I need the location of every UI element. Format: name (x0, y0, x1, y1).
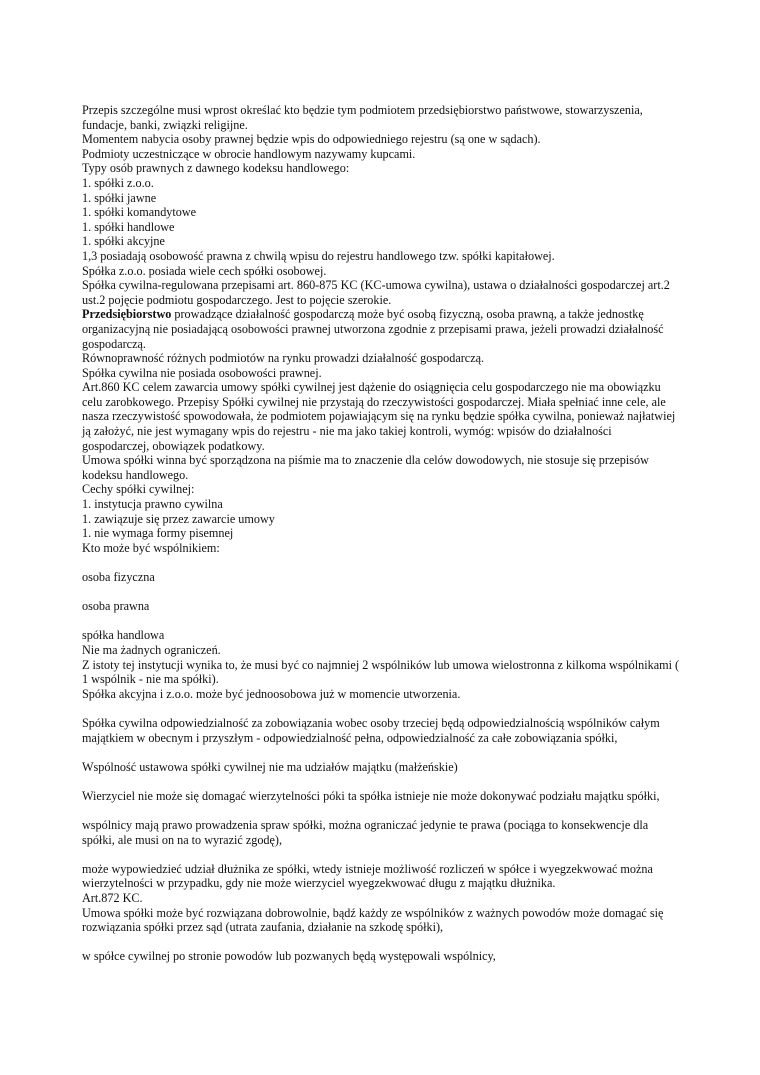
paragraph: Z istoty tej instytucji wynika to, że musi być co najmniej 2 wspólników lub umowa wielostronna z kilkoma wspólnikami ( 1 wspólnik - nie ma spółki). (82, 657, 680, 687)
paragraph: Art.860 KC celem zawarcia umowy spółki cywilnej jest dążenie do osiągnięcia celu gospodarczego nie ma obowiązku celu zarobkowego. Przepisy Spółki cywilnej nie przystają do rzeczywistości gospodarczej. Miała spełniać inne cele, ale nasza rzeczywistość spowodowała, że podmiotem pojawiającym się na rynku będzie spółka cywilna, ponieważ najłatwiej ją założyć, nie jest wymagany wpis do rejestru - nie ma jako takiej kontroli, wymóg: wpisów do działalności gospodarczej, obowiązek podatkowy. (82, 380, 676, 453)
list-item: 1. spółki akcyjne (82, 234, 165, 249)
paragraph-enterprise (82, 307, 682, 351)
paragraph: Spółka akcyjna i z.o.o. może być jednoosobowa już w momencie utworzenia. (82, 686, 461, 701)
paragraph: Umowa spółki winna być sporządzona na piśmie ma to znaczenie dla celów dowodowych, nie stosuje się przepisów kodeksu handlowego. (82, 453, 649, 482)
partner-type: osoba prawna (82, 599, 150, 614)
partner-type: spółka handlowa (82, 628, 165, 643)
list-item: 1. instytucja prawno cywilna (82, 497, 223, 512)
paragraph-text: prowadzące działalność gospodarczą może być osobą fizyczną, osoba prawną, a także jednostkę organizacyjną nie posiadającą osobowości prawnej utworzona zgodnie z przepisami prawa, jeżeli prowadzi działalność gospodarczą. (82, 307, 664, 351)
partner-type: osoba fizyczna (82, 570, 155, 584)
paragraph: Przepis szczególne musi wprost określać kto będzie tym podmiotem przedsiębiorstwo państwowe, stowarzyszenia, fundacje, banki, związki religijne. (82, 103, 643, 132)
bold-term: Przedsiębiorstwo (82, 307, 172, 322)
paragraph: 1,3 posiadają osobowość prawna z chwilą wpisu do rejestru handlowego tzw. spółki kapitałowej. (82, 248, 555, 263)
list-item: 1. spółki jawne (82, 190, 157, 205)
list-item: 1. spółki komandytowe (82, 205, 197, 220)
paragraph: Art.872 KC. (82, 891, 143, 906)
paragraph: Podmioty uczestniczące w obrocie handlowym nazywamy kupcami. (82, 146, 416, 161)
document-body (82, 103, 682, 964)
paragraph: Nie ma żadnych ograniczeń. (82, 642, 221, 657)
paragraph: Spółka cywilna nie posiada osobowości prawnej. (82, 365, 322, 380)
paragraph: może wypowiedzieć udział dłużnika ze spółki, wtedy istnieje możliwość rozliczeń w spółce i wyegzekwować można wierzytelności w przypadku, gdy nie może wierzyciel wyegzekwować długu z majątku dłużnika. (82, 861, 653, 891)
list-item: 1. spółki z.o.o. (82, 175, 154, 190)
paragraph: Spółka z.o.o. posiada wiele cech spółki osobowej. (82, 263, 327, 278)
paragraph-joint-property: Wspólność ustawowa spółki cywilnej nie ma udziałów majątku (małżeńskie) (82, 759, 458, 774)
paragraph: Momentem nabycia osoby prawnej będzie wpis do odpowiedniego rejestru (są one w sądach). (82, 132, 541, 147)
paragraph-last: w spółce cywilnej po stronie powodów lub pozwanych będą występowali wspólnicy, (82, 949, 496, 964)
paragraph: Spółka cywilna-regulowana przepisami art. 860-875 KC (KC-umowa cywilna), ustawa o działalności gospodarczej art.2 ust.2 pojęcie podmiotu gospodarczego. Jest to pojęcie szerokie. (82, 278, 670, 307)
paragraph: Typy osób prawnych z dawnego kodeksu handlowego: (82, 161, 350, 176)
paragraph: Kto może być wspólnikiem: (82, 540, 220, 555)
paragraph: Umowa spółki może być rozwiązana dobrowolnie, bądź każdy ze wspólników z ważnych powodów może domagać się rozwiązania spółki przez sąd (utrata zaufania, działanie na szkodę spółki), (82, 905, 664, 935)
list-item: 1. spółki handlowe (82, 219, 175, 234)
list-item: 1. zawiązuje się przez zawarcie umowy (82, 511, 275, 526)
paragraph-creditor: Wierzyciel nie może się domagać wierzytelności póki ta spółka istnieje nie może dokonywać podziału majątku spółki, (82, 788, 660, 803)
paragraph-liability: Spółka cywilna odpowiedzialność za zobowiązania wobec osoby trzeciej będą odpowiedzialnością wspólników całym majątkiem w obecnym i przyszłym - odpowiedzialność pełna, odpowiedzialność za całe zobowiązania spółki, (82, 715, 660, 745)
paragraph: Cechy spółki cywilnej: (82, 482, 195, 497)
paragraph: Równoprawność różnych podmiotów na rynku prowadzi działalność gospodarczą. (82, 351, 485, 366)
paragraph-partners-rights: wspólnicy mają prawo prowadzenia spraw spółki, można ograniczać jedynie te prawa (pociąga to konsekwencje dla spółki, ale musi on na to wyrazić zgodę), (82, 818, 649, 847)
list-item: 1. nie wymaga formy pisemnej (82, 526, 234, 541)
